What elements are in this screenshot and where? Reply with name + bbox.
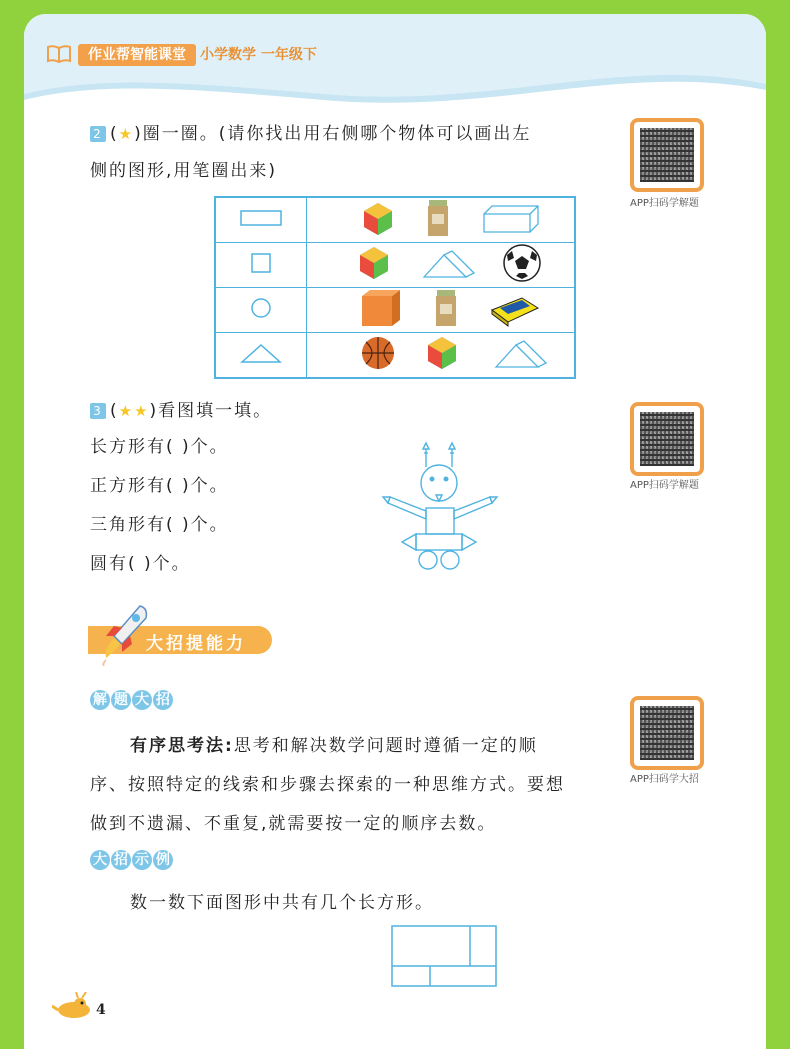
q3-triangle-count: 三角形有( )个。 xyxy=(90,515,229,535)
qr-label-1: APP扫码学解题 xyxy=(630,198,699,209)
qr-code-2[interactable] xyxy=(630,402,704,476)
jar-icon xyxy=(428,200,448,236)
q3-number: 3 xyxy=(90,403,106,419)
table-row xyxy=(215,243,575,288)
star-icon: ★ xyxy=(118,402,135,420)
circle-outline-icon xyxy=(249,296,273,320)
example-tag: 大 招 示 例 xyxy=(90,850,174,870)
q3-rect-count: 长方形有( )个。 xyxy=(90,437,229,457)
rocket-icon xyxy=(100,604,152,666)
sponge-icon xyxy=(492,298,538,326)
qr-code-1[interactable] xyxy=(630,118,704,192)
rubiks-cube-icon xyxy=(428,337,456,369)
q2-line2: 侧的图形,用笔圈出来) xyxy=(90,161,278,181)
rectangle-outline-icon xyxy=(239,208,283,228)
triangular-prism-outline-icon xyxy=(424,251,474,277)
table-row xyxy=(215,197,575,243)
shape-table xyxy=(214,196,576,379)
mascot-icon xyxy=(52,992,94,1020)
table-row xyxy=(215,288,575,333)
book-icon xyxy=(46,44,72,64)
star-icon: ★ xyxy=(134,402,150,420)
method-tag: 解 题 大 招 xyxy=(90,690,174,710)
star-icon: ★ xyxy=(118,125,135,143)
cardboard-box-icon xyxy=(362,290,400,326)
method-line2: 序、按照特定的线索和步骤去探索的一种思维方式。要想 xyxy=(90,775,565,795)
square-outline-icon xyxy=(249,251,273,275)
table-row xyxy=(215,333,575,379)
cuboid-outline-icon xyxy=(484,206,538,232)
robot-shapes-figure xyxy=(380,439,500,571)
workbook-page xyxy=(24,14,766,1049)
method-line1: 有序思考法:思考和解决数学问题时遵循一定的顺 xyxy=(130,736,538,756)
subject-label: 小学数学 一年级下 xyxy=(200,47,317,63)
q3-square-count: 正方形有( )个。 xyxy=(90,476,229,496)
method-line3: 做到不遗漏、不重复,就需要按一定的顺序去数。 xyxy=(90,814,497,834)
basketball-icon xyxy=(362,337,394,369)
q2-line1: 2 (★)圈一圈。(请你找出用右侧哪个物体可以画出左 xyxy=(90,119,531,144)
page-number: 4 xyxy=(96,1002,106,1018)
section-banner: 大招提能力 xyxy=(88,626,272,654)
soccer-ball-icon xyxy=(504,245,540,281)
example-text: 数一数下面图形中共有几个长方形。 xyxy=(130,893,434,913)
rubiks-cube-icon xyxy=(364,203,392,235)
triangular-prism-outline-icon xyxy=(496,341,546,367)
q2-number: 2 xyxy=(90,126,106,142)
qr-code-3[interactable] xyxy=(630,696,704,770)
triangle-outline-icon xyxy=(239,341,283,365)
header-wave xyxy=(24,14,766,119)
jar-icon xyxy=(436,290,456,326)
qr-label-3: APP扫码学大招 xyxy=(630,774,699,785)
brand-label: 作业帮智能课堂 xyxy=(78,44,196,66)
qr-label-2: APP扫码学解题 xyxy=(630,480,699,491)
rectangle-count-figure xyxy=(390,924,500,990)
method-title: 有序思考法: xyxy=(130,736,234,756)
rubiks-cube-icon xyxy=(360,247,388,279)
q3-line1: 3 (★★)看图填一填。 xyxy=(90,396,272,421)
q3-circle-count: 圆有( )个。 xyxy=(90,554,191,574)
